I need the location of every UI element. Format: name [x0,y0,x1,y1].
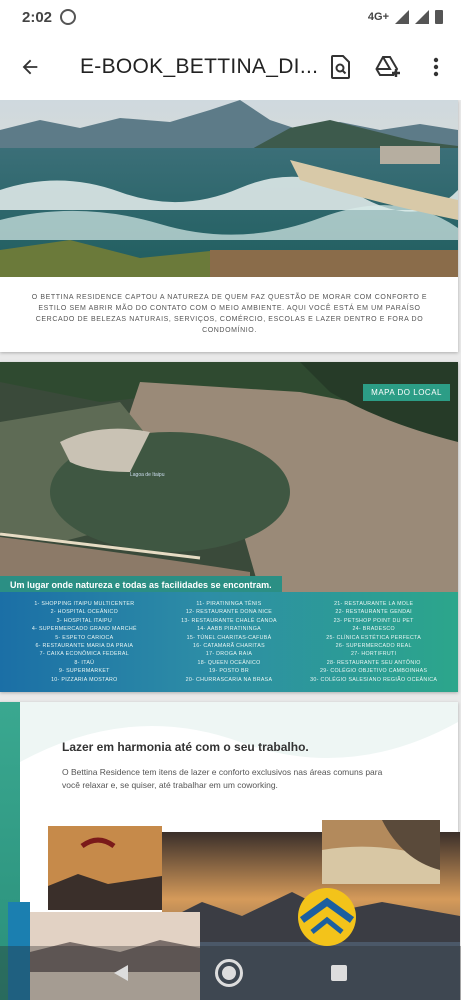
beach-walk-photo [322,820,440,884]
legend-item: 30- COLÉGIO SALESIANO REGIÃO OCEÂNICA [310,676,438,683]
legend-item: 16- CATAMARÃ CHARITAS [193,643,265,650]
legend-item: 14- AABB PIRATININGA [197,626,261,633]
page3-heading: Lazer em harmonia até com o seu trabalho. [62,740,309,754]
lagoon-label: Lagoa de Itaipu [130,472,165,478]
legend-item: 9- SUPERMARKET [58,668,110,675]
search-document-icon[interactable] [327,54,353,80]
legend-item: 12- RESTAURANTE DONA NICE [185,609,273,616]
system-nav-bar [0,946,461,1000]
legend-item: 6- RESTAURANTE MARIA DA PRAIA [35,643,134,650]
legend-item: 4- SUPERMERCADO GRAND MARCHÉ [31,626,137,633]
map-tag: MAPA DO LOCAL [363,384,450,401]
back-arrow-icon[interactable] [12,49,48,85]
legend-item: 5- ESPETO CARIOCA [55,634,114,641]
legend-item: 22- RESTAURANTE GENDAI [335,609,412,616]
app-bar [0,34,461,100]
legend-column-2 [157,600,302,692]
signal-icon-2 [415,10,429,24]
legend-item: 7- CAIXA ECONÔMICA FEDERAL [39,651,129,658]
legend-item: 29- COLÉGIO OBJETIVO CAMBOINHAS [320,668,428,675]
legend-item: 20- CHURRASCARIA NA BRASA [185,676,273,683]
nav-recents-icon[interactable] [331,965,347,981]
legend-item: 11- PIRATININGA TÊNIS [196,601,262,607]
page3-wave-decoration [20,702,458,822]
network-label: 4G+ [367,11,389,23]
map-banner: Um lugar onde natureza e todas as facilidades se encontram. [0,576,282,594]
paraglider-photo [48,826,162,910]
legend-column-1 [12,600,157,692]
status-time: 2:02 [22,8,53,26]
page1-caption: O BETTINA RESIDENCE CAPTOU A NATUREZA DE QUEM FAZ QUESTÃO DE MORAR COM CONFORTO E ESTILO SEM ABRIR MÃO DO CONTATO COM O MEIO AMBIENTE. AQUI VOCÊ ESTÁ EM UM PARAÍSO CERCADO DE BELEZAS NATURAIS, SERVIÇOS, COMÉRCIO, ESCOLAS E LAZER DENTRO E FORA DO CONDOMÍNIO. [31,294,428,334]
whatsapp-notification-icon [60,9,76,25]
legend-item: 18- QUEEN OCEÂNICO [197,659,261,666]
pdf-page-1 [0,100,458,352]
legend-column-3 [301,600,446,692]
more-vert-icon[interactable] [423,54,449,80]
document-title: E-BOOK_BETTINA_DI... [80,55,319,78]
legend-item: 17- DROGA RAIA [205,651,253,658]
legend-item: 2- HOSPITAL OCEÂNICO [50,609,119,616]
status-icons [368,10,443,24]
legend-item: 27- HORTIFRUTI [351,651,397,658]
document-viewer[interactable] [0,100,461,1000]
legend-item: 24- BRADESCO [352,626,395,633]
legend-item: 25- CLÍNICA ESTÉTICA PERFECTA [326,634,422,641]
map-legend [0,592,458,692]
page3-description: O Bettina Residence tem itens de lazer e conforto exclusivos nas áreas comuns para você relaxar e, se quiser, até trabalhar em um coworking. [62,767,383,790]
legend-item: 8- ITAÚ [74,659,95,666]
legend-item: 10- PIZZARIA MOSTARO [51,676,118,683]
status-bar [0,0,461,34]
legend-item: 1- SHOPPING ITAIPU MULTICENTER [34,601,135,607]
legend-item: 13- RESTAURANTE CHALÉ CANOA [181,617,277,624]
legend-item: 26- SUPERMERCADO REAL [335,643,412,650]
legend-item: 3- HOSPITAL ITAIPU [56,617,112,624]
signal-icon [395,10,409,24]
toolbar-actions [327,54,449,80]
battery-icon [435,10,443,24]
legend-item: 21- RESTAURANTE LA MOLE [334,601,414,607]
beach-photo [0,100,458,277]
pdf-page-2 [0,362,458,692]
nav-back-icon[interactable] [114,965,128,981]
bettina-logo [298,888,356,946]
legend-item: 19- POSTO BR [209,668,250,675]
nav-home-icon[interactable] [215,959,243,987]
legend-item: 15- TÚNEL CHARITAS-CAFUBÁ [186,634,272,641]
legend-item: 23- PETSHOP POINT DU PET [333,617,414,624]
google-drive-add-icon[interactable] [375,54,401,80]
legend-item: 28- RESTAURANTE SEU ANTÔNIO [326,659,421,666]
